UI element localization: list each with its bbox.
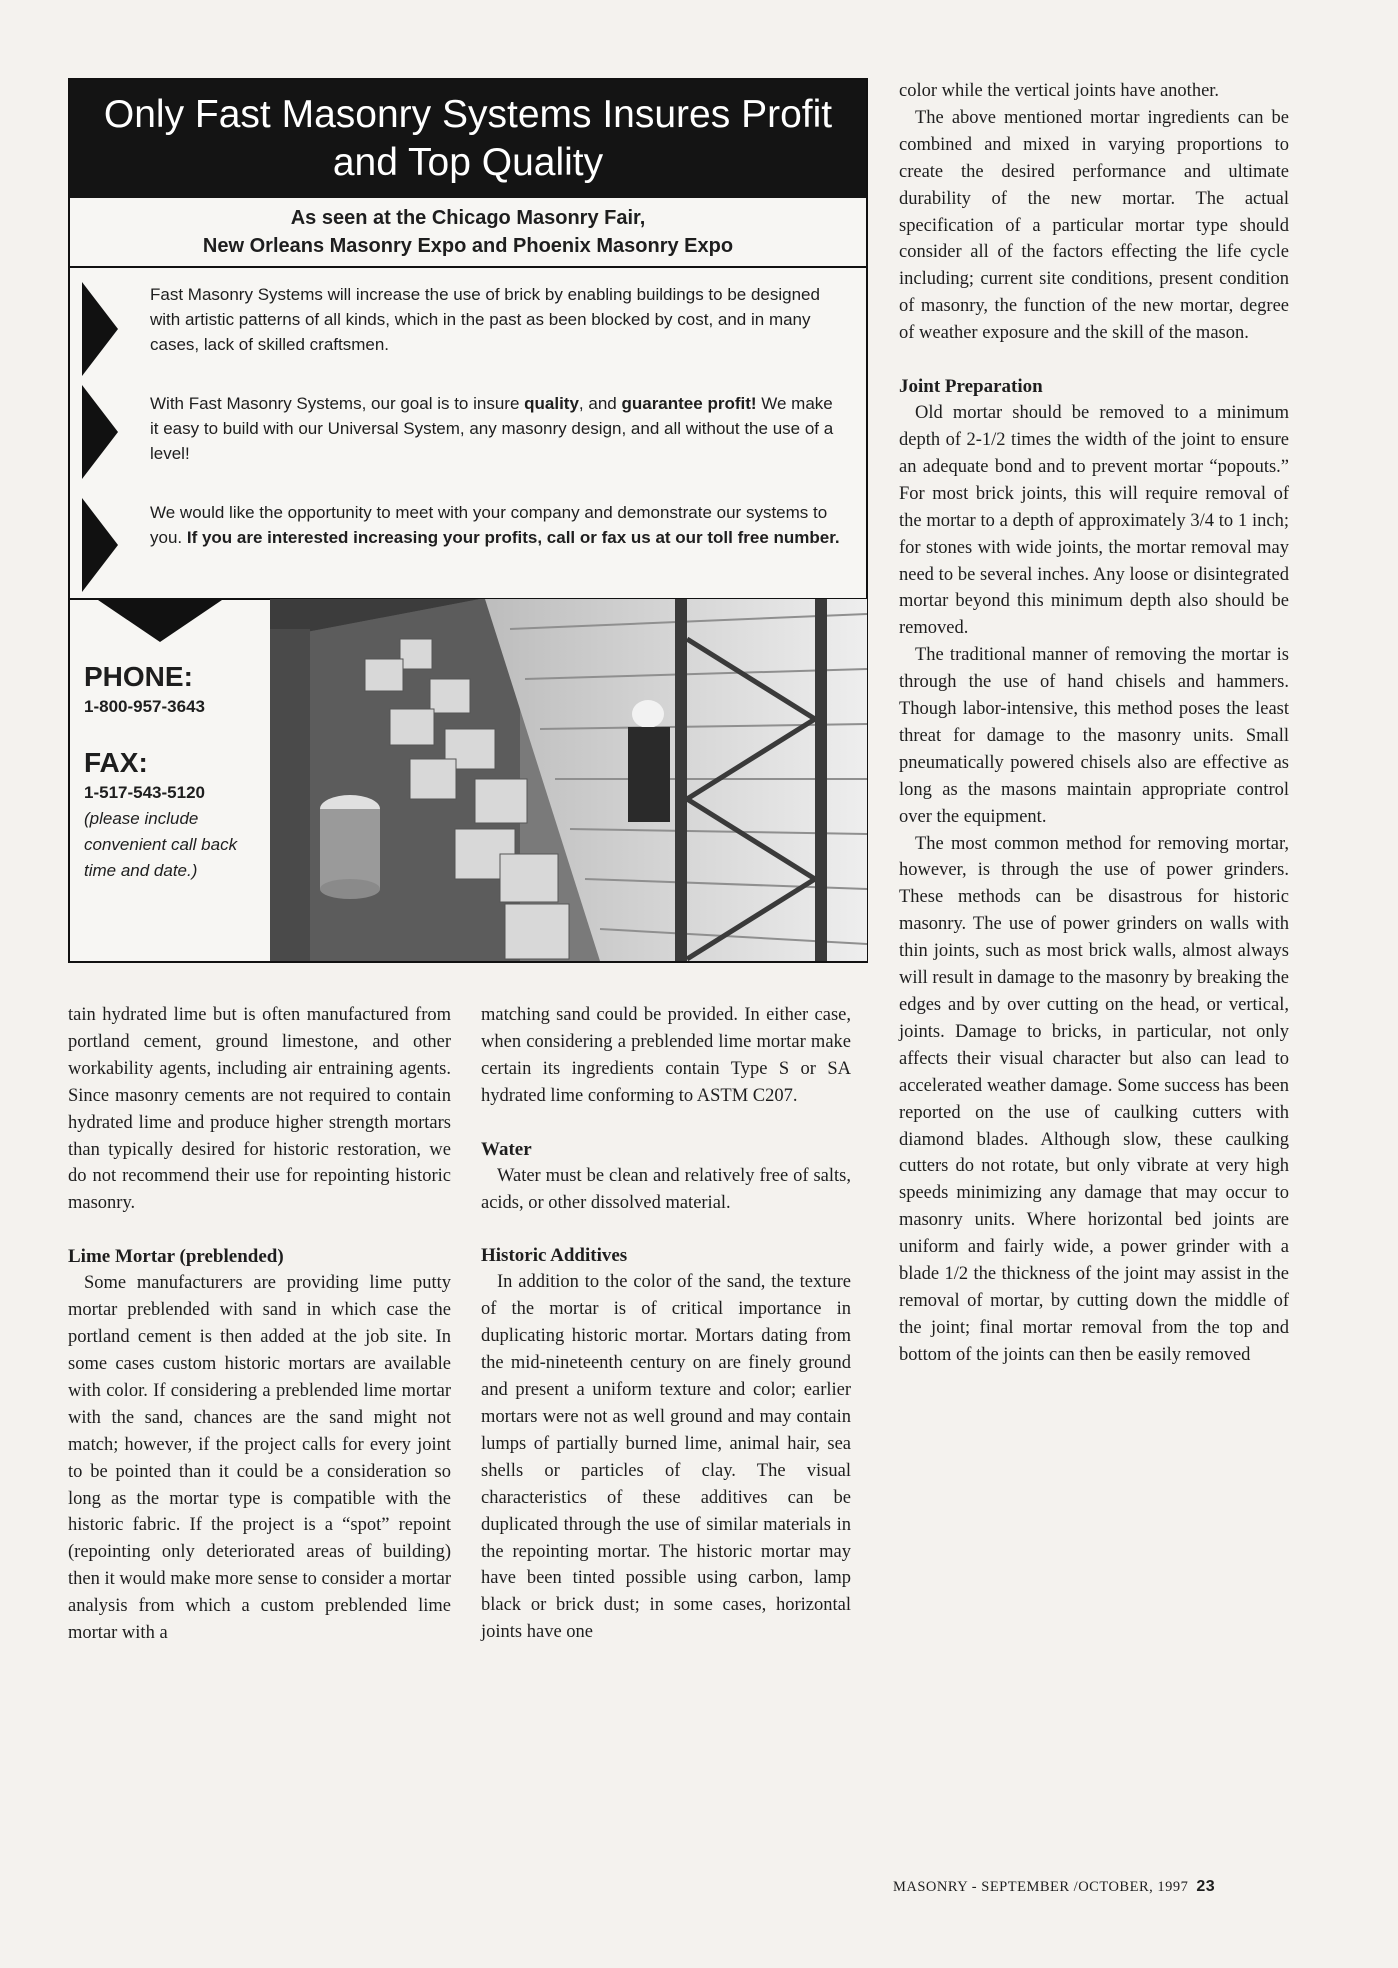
ad-headline: Only Fast Masonry Systems Insures Profit and Top Quality — [70, 80, 866, 198]
fax-label: FAX: — [84, 747, 148, 778]
ad-bullet-2-text: , and — [578, 394, 622, 413]
body-paragraph: color while the vertical joints have another. — [899, 81, 1220, 101]
ad-bullets — [70, 268, 866, 550]
body-paragraph: The traditional manner of removing the mortar is through the use of hand chisels and hammers. Though labor-intensive, this method poses the least threat for damage to the masonry units. Small pneumatically powered chisels also are effective as long as the masons maintain appropriate control over the equipment. — [899, 645, 1289, 827]
article-column-2 — [481, 1002, 851, 1646]
ad-bullet-3 — [70, 466, 866, 550]
section-heading-historic-additives: Historic Additives — [481, 1245, 628, 1267]
fax-number: 1-517-543-5120 — [84, 783, 205, 802]
triangle-bullet-icon — [82, 385, 118, 479]
ad-contact — [84, 600, 264, 884]
section-heading-joint-preparation: Joint Preparation — [899, 376, 1043, 398]
ad-bullet-2-emphasis: quality — [524, 394, 579, 413]
section-heading-lime-mortar: Lime Mortar (preblended) — [68, 1246, 284, 1268]
masonry-worksite-image — [270, 599, 867, 961]
ad-bullet-3-emphasis: If you are interested increasing your profits, call or fax us at our toll free number. — [186, 528, 840, 547]
body-paragraph: matching sand could be provided. In either case, when considering a preblended lime mortar make certain its ingredients contain Type S or SA hydrated lime conforming to ASTM C207. — [481, 1005, 851, 1106]
body-paragraph: Water must be clean and relatively free of salts, acids, or other dissolved material. — [481, 1165, 851, 1213]
advertisement — [68, 78, 868, 963]
ad-subhead — [70, 198, 866, 268]
phone-label: PHONE: — [84, 661, 193, 692]
ad-bullet-3-text: We would like the opportunity to meet with your company and demonstrate our systems to you. — [150, 503, 828, 547]
ad-bullet-2 — [70, 357, 866, 466]
page-footer — [893, 1878, 1215, 1896]
page-number: 23 — [1196, 1878, 1216, 1895]
ad-bullet-1 — [70, 268, 866, 357]
ad-bullet-2-emphasis: guarantee profit! — [621, 394, 757, 413]
ad-subhead-line1: As seen at the Chicago Masonry Fair, — [290, 207, 646, 229]
body-paragraph: tain hydrated lime but is often manufactured from portland cement, ground limestone, and other workability agents, including air entraining agents. Since masonry cements are not required to contain hydrated lime and produce higher strength mortars than typically desired for historic restoration, we do not recommend their use for repointing historic masonry. — [68, 1005, 451, 1214]
construction-photo — [270, 599, 867, 961]
ad-bullet-1-text: Fast Masonry Systems will increase the use of brick by enabling buildings to be designed with artistic patterns of all kinds, which in the past as been blocked by cost, and in many cases, lack of skilled craftsmen. — [150, 285, 820, 354]
body-paragraph: The most common method for removing mortar, however, is through the use of power grinders. These methods can be disastrous for historic masonry. The use of power grinders on walls with thin joints, such as most brick walls, almost always will result in damage to the masonry by breaking the edges and by over cutting on the head, or vertical, joints. Damage to bricks, in particular, not only affects their visual character but also can lead to accelerated weather damage. Some success has been reported on the use of caulking cutters with diamond blades. Although slow, these caulking cutters do not rotate, but only vibrate at very high speeds minimizing any damage that may occur to masonry units. Where horizontal bed joints are uniform and fairly wide, a power grinder with a blade 1/2 the thickness of the joint may assist in the removal of mortar, by cutting down the middle of the joint; final mortar removal from the top and bottom of the joints can then be easily removed — [899, 833, 1289, 1365]
article-column-3 — [899, 78, 1289, 1369]
body-paragraph: In addition to the color of the sand, the texture of the mortar is of critical importance in duplicating historic mortar. Mortars dating from the mid-nineteenth century on are finely ground and present a uniform texture and color; earlier mortars were not as well ground and may contain lumps of partially burned lime, animal hair, sea shells or particles of clay. The visual characteristics of these additives can be duplicated through the use of similar materials in the repointing mortar. The historic mortar may have been tinted possible using carbon, lamp black or brick dust; in some cases, horizontal joints have one — [481, 1272, 851, 1643]
ad-bullet-2-text: We make it easy to build with our Universal System, any masonry design, and all without the use of a level! — [150, 394, 834, 463]
fax-note: (please include convenient call back time and date.) — [84, 809, 238, 880]
ad-subhead-line2: New Orleans Masonry Expo and Phoenix Masonry Expo — [202, 235, 734, 257]
phone-number: 1-800-957-3643 — [84, 697, 205, 716]
down-arrow-icon — [98, 600, 222, 642]
triangle-bullet-icon — [82, 498, 118, 592]
article-column-1 — [68, 1002, 451, 1647]
body-paragraph: The above mentioned mortar ingredients can be combined and mixed in varying proportions to create the desired performance and ultimate durability of the new mortar. The actual specification of a particular mortar type should consider all of the factors effecting the life cycle including; current site conditions, present condition of masonry, the function of the new mortar, degree of weather exposure and the skill of the mason. — [899, 107, 1289, 344]
running-head: MASONRY - SEPTEMBER /OCTOBER, 1997 — [893, 1879, 1189, 1895]
body-paragraph: Some manufacturers are providing lime putty mortar preblended with sand in which case the portland cement is then added at the job site. In some cases custom historic mortars are available with color. If considering a preblended lime mortar with the sand, chances are the sand might not match; however, if the project calls for every joint to be pointed than it could be a consideration so long as the mortar type is compatible with the historic fabric. If the project is a “spot” repoint (repointing only deteriorated areas of building) then it would make more sense to consider a mortar analysis from which a custom preblended lime mortar with a — [68, 1273, 451, 1644]
ad-bullet-2-text: With Fast Masonry Systems, our goal is to insure — [150, 394, 525, 413]
section-heading-water: Water — [481, 1138, 532, 1160]
body-paragraph: Old mortar should be removed to a minimum depth of 2-1/2 times the width of the joint to ensure an adequate bond and to prevent mortar “popouts.” For most brick joints, this will require removal of the mortar to a depth of approximately 3/4 to 1 inch; for stones with wide joints, the mortar removal may need to be several inches. Any loose or disintegrated mortar beyond this minimum depth also should be removed. — [899, 403, 1289, 639]
